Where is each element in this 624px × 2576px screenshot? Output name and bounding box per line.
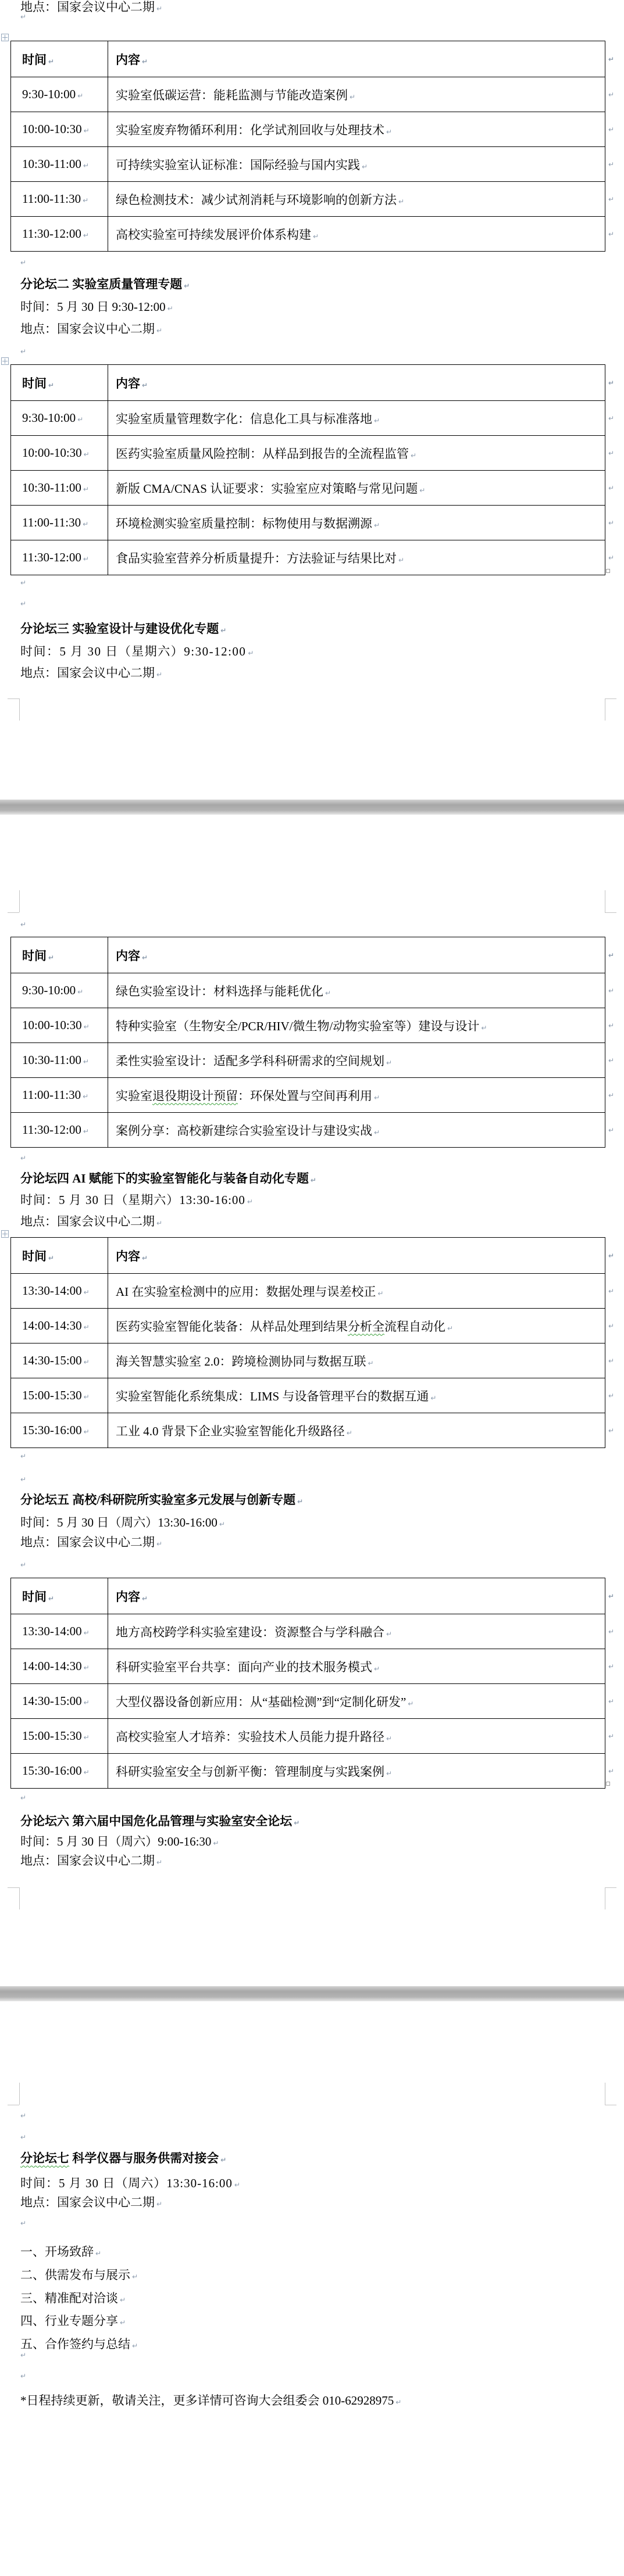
pilcrow-icon: ↵ [386, 1058, 393, 1067]
row-end-pilcrow-icon: ↵ [608, 1662, 615, 1671]
row-end-pilcrow-icon: ↵ [608, 1592, 615, 1600]
text-boundary-mark [8, 698, 19, 699]
schedule-table-forum2[interactable] [10, 364, 617, 575]
pilcrow-icon: ↵ [83, 1092, 89, 1101]
row-end-pilcrow-icon: ↵ [608, 378, 615, 387]
pilcrow-icon: ↵ [132, 2342, 138, 2351]
pilcrow-icon: ↵ [156, 1858, 163, 1866]
table-content-cell[interactable]: 食品实验室营养分析质量提升：方法验证与结果比对 ↵ [108, 540, 605, 575]
pilcrow-icon: ↵ [20, 13, 27, 21]
table-time-cell[interactable]: 9:30-10:00 ↵ [11, 77, 108, 112]
agenda-list-item[interactable]: 四、行业专题分享 ↵ [20, 2314, 126, 2328]
pilcrow-icon: ↵ [77, 92, 84, 100]
time-text: 时间：5 月 30 日（星期六）9:30-12:00 [20, 644, 247, 658]
pilcrow-icon: ↵ [48, 57, 55, 66]
text-boundary-mark [605, 1887, 616, 1888]
pilcrow-icon: ↵ [83, 450, 90, 458]
pilcrow-icon: ↵ [408, 1699, 414, 1708]
pilcrow-icon: ↵ [83, 485, 89, 493]
pilcrow-icon: ↵ [48, 1594, 55, 1603]
table-time-cell[interactable]: 10:30-11:00 ↵ [11, 147, 108, 182]
agenda-list-item[interactable]: 一、开场致辞 ↵ [20, 2245, 102, 2259]
pilcrow-icon: ↵ [156, 1219, 163, 1227]
row-end-pilcrow-icon: ↵ [608, 1732, 615, 1740]
row-end-pilcrow-icon: ↵ [608, 1091, 615, 1099]
table-content-cell[interactable]: 地方高校跨学科实验室建设：资源整合与学科融合 ↵ [108, 1614, 605, 1649]
pilcrow-icon: ↵ [20, 1452, 27, 1460]
pilcrow-icon: ↵ [83, 1699, 90, 1707]
table-time-cell[interactable]: 9:30-10:00 ↵ [11, 973, 108, 1008]
pilcrow-icon: ↵ [120, 2319, 126, 2327]
pilcrow-icon: ↵ [386, 1769, 393, 1778]
pilcrow-icon: ↵ [156, 671, 163, 679]
table-content-cell[interactable]: AI 在实验室检测中的应用：数据处理与误差校正 ↵ [108, 1274, 605, 1309]
row-end-pilcrow-icon: ↵ [608, 483, 615, 492]
table-header-content-cell[interactable]: 内容 ↵ [108, 1238, 605, 1274]
table-time-cell[interactable]: 10:30-11:00 ↵ [11, 1043, 108, 1078]
pilcrow-icon: ↵ [386, 127, 393, 136]
page-gap-separator [0, 800, 624, 815]
pilcrow-icon: ↵ [20, 920, 27, 929]
pilcrow-icon: ↵ [48, 381, 55, 389]
table-time-cell[interactable]: 11:30-12:00 ↵ [11, 540, 108, 575]
pilcrow-icon: ↵ [220, 626, 227, 635]
pilcrow-icon: ↵ [83, 1288, 90, 1296]
row-end-pilcrow-icon: ↵ [608, 1126, 615, 1134]
pilcrow-icon: ↵ [374, 1093, 380, 1102]
table-time-cell[interactable]: 14:00-14:30 ↵ [11, 1309, 108, 1343]
table-content-cell[interactable]: 高校实验室可持续发展评价体系构建 ↵ [108, 217, 605, 252]
pilcrow-icon: ↵ [48, 953, 55, 962]
pilcrow-icon: ↵ [294, 1819, 300, 1827]
pilcrow-icon: ↵ [83, 520, 89, 528]
table-resize-handle[interactable] [606, 569, 610, 573]
table-header-content-cell[interactable]: 内容 ↵ [108, 365, 605, 401]
row-end-pilcrow-icon: ↵ [608, 1767, 615, 1775]
pilcrow-icon: ↵ [350, 92, 356, 101]
pilcrow-icon: ↵ [481, 1023, 487, 1032]
pilcrow-icon: ↵ [20, 347, 27, 356]
table-content-cell[interactable]: 实验室质量管理数字化：信息化工具与标准落地 ↵ [108, 401, 605, 436]
pilcrow-icon: ↵ [142, 57, 148, 66]
pilcrow-icon: ↵ [83, 555, 89, 563]
row-end-pilcrow-icon: ↵ [608, 195, 615, 203]
place-text: 地点：国家会议中心二期 [20, 1854, 155, 1868]
row-end-pilcrow-icon: ↵ [608, 1391, 615, 1400]
heading-text: 分论坛七 科学仪器与服务供需对接会 [20, 2151, 219, 2165]
row-end-pilcrow-icon: ↵ [608, 518, 615, 527]
schedule-table-forum3[interactable] [10, 937, 617, 1148]
pilcrow-icon: ↵ [83, 1428, 90, 1436]
pilcrow-icon: ↵ [184, 282, 190, 290]
table-header-time-cell[interactable]: 时间 ↵ [11, 41, 108, 77]
forum3-time[interactable] [20, 643, 255, 661]
forum3-place[interactable] [20, 665, 162, 683]
pilcrow-icon: ↵ [142, 381, 148, 389]
forum4-heading[interactable] [20, 1170, 316, 1188]
forum5-place[interactable] [20, 1534, 162, 1552]
row-end-pilcrow-icon: ↵ [608, 90, 615, 99]
table-time-cell[interactable]: 11:30-12:00 ↵ [11, 217, 108, 252]
table-content-cell[interactable]: 大型仪器设备创新应用：从“基础检测”到“定制化研发” ↵ [108, 1684, 605, 1719]
table-time-cell[interactable]: 13:30-14:00 ↵ [11, 1274, 108, 1309]
row-end-pilcrow-icon: ↵ [608, 1287, 615, 1295]
forum7-time[interactable] [20, 2175, 241, 2193]
pilcrow-icon: ↵ [368, 1359, 374, 1367]
schedule-table-forum4[interactable] [10, 1237, 617, 1448]
pilcrow-icon: ↵ [398, 556, 405, 564]
pilcrow-icon: ↵ [411, 451, 417, 460]
table-content-cell[interactable]: 绿色实验室设计：材料选择与能耗优化 ↵ [108, 973, 605, 1008]
row-end-pilcrow-icon: ↵ [608, 1021, 615, 1030]
place-text: 地点：国家会议中心二期 [20, 666, 155, 680]
pilcrow-icon: ↵ [346, 1428, 352, 1437]
table-time-cell[interactable]: 11:30-12:00 ↵ [11, 1113, 108, 1148]
row-end-pilcrow-icon: ↵ [608, 55, 615, 63]
pilcrow-icon: ↵ [234, 2181, 241, 2189]
table-content-cell[interactable]: 案例分享：高校新建综合实验室设计与建设实战 ↵ [108, 1113, 605, 1148]
pilcrow-icon: ↵ [219, 1520, 225, 1528]
pilcrow-icon: ↵ [48, 1253, 55, 1262]
table-content-cell[interactable]: 可持续实验室认证标准：国际经验与国内实践 ↵ [108, 147, 605, 182]
row-end-pilcrow-icon: ↵ [608, 553, 615, 562]
heading-text: 分论坛二 实验室质量管理专题 [20, 277, 183, 291]
pilcrow-icon: ↵ [156, 1540, 163, 1548]
table-content-cell[interactable]: 特种实验室（生物安全/PCR/HIV/微生物/动物实验室等）建设与设计 ↵ [108, 1008, 605, 1043]
forum3-heading[interactable] [20, 621, 226, 639]
pilcrow-icon: ↵ [248, 649, 255, 657]
pilcrow-icon: ↵ [374, 1664, 380, 1673]
pilcrow-icon: ↵ [142, 1594, 148, 1603]
pilcrow-icon: ↵ [95, 2249, 102, 2258]
table-content-cell[interactable]: 医药实验室质量风险控制：从样品到报告的全流程监管 ↵ [108, 436, 605, 471]
table-content-cell[interactable]: 绿色检测技术：减少试剂消耗与环境影响的创新方法 ↵ [108, 182, 605, 217]
table-header-content-cell[interactable]: 内容 ↵ [108, 41, 605, 77]
pilcrow-icon: ↵ [83, 1629, 90, 1637]
text-boundary-mark [8, 912, 19, 913]
table-time-cell[interactable]: 10:00-10:30 ↵ [11, 1008, 108, 1043]
pilcrow-icon: ↵ [20, 2133, 27, 2141]
time-text: 时间：5 月 30 日（周六）13:30-16:00 [20, 1515, 217, 1529]
pilcrow-icon: ↵ [377, 1289, 384, 1298]
text-boundary-mark [8, 1887, 19, 1888]
pilcrow-icon: ↵ [83, 1393, 90, 1401]
pilcrow-icon: ↵ [83, 1358, 90, 1366]
pilcrow-icon: ↵ [362, 162, 368, 171]
table-header-time-cell[interactable]: 时间 ↵ [11, 365, 108, 401]
table-time-cell[interactable]: 11:00-11:30 ↵ [11, 1078, 108, 1113]
agenda-list-item[interactable]: 五、合作签约与总结 ↵ [20, 2337, 138, 2352]
table-header-time-cell[interactable]: 时间 ↵ [11, 937, 108, 973]
row-end-pilcrow-icon: ↵ [608, 160, 615, 169]
pilcrow-icon: ↵ [325, 988, 331, 997]
pilcrow-icon: ↵ [247, 1198, 254, 1206]
agenda-list-item[interactable]: 二、供需发布与展示 ↵ [20, 2267, 138, 2282]
forum7-heading[interactable] [20, 2150, 226, 2168]
heading-text: 分论坛六 第六届中国危化品管理与实验室安全论坛 [20, 1814, 293, 1828]
text-boundary-mark [19, 1887, 20, 1909]
forum6-time[interactable] [20, 1833, 219, 1851]
table-time-cell[interactable]: 14:30-15:00 ↵ [11, 1343, 108, 1378]
table-content-cell[interactable]: 实验室废弃物循环利用：化学试剂回收与处理技术 ↵ [108, 112, 605, 147]
pilcrow-icon: ↵ [419, 486, 426, 495]
schedule-table-forum5[interactable] [10, 1578, 617, 1789]
table-resize-handle[interactable] [606, 1782, 610, 1786]
table-time-cell[interactable]: 10:00-10:30 ↵ [11, 436, 108, 471]
pilcrow-icon: ↵ [132, 2272, 138, 2281]
row-end-pilcrow-icon: ↵ [608, 1251, 615, 1260]
table-time-cell[interactable]: 15:00-15:30 ↵ [11, 1719, 108, 1754]
table-time-cell[interactable]: 10:00-10:30 ↵ [11, 112, 108, 147]
table-time-cell[interactable]: 13:30-14:00 ↵ [11, 1614, 108, 1649]
pilcrow-icon: ↵ [374, 1128, 380, 1137]
table-content-cell[interactable]: 海关智慧实验室 2.0：跨境检测协同与数据互联 ↵ [108, 1343, 605, 1378]
pilcrow-icon: ↵ [374, 521, 380, 529]
table-move-handle-icon[interactable] [1, 1230, 9, 1238]
schedule-table-forum1[interactable] [10, 41, 617, 252]
pilcrow-icon: ↵ [83, 1023, 90, 1031]
table-header-content-cell[interactable]: 内容 ↵ [108, 937, 605, 973]
row-end-pilcrow-icon: ↵ [608, 1056, 615, 1065]
table-time-cell[interactable]: 11:00-11:30 ↵ [11, 182, 108, 217]
table-time-cell[interactable]: 15:00-15:30 ↵ [11, 1378, 108, 1413]
forum2-time[interactable] [20, 299, 173, 317]
pilcrow-icon: ↵ [398, 197, 405, 206]
table-content-cell[interactable]: 实验室退役期设计预留：环保处置与空间再利用 ↵ [108, 1078, 605, 1113]
forum4-place[interactable] [20, 1213, 162, 1231]
pilcrow-icon: ↵ [83, 1733, 90, 1742]
pilcrow-icon: ↵ [395, 2398, 402, 2406]
pilcrow-icon: ↵ [20, 2372, 27, 2380]
pilcrow-icon: ↵ [20, 259, 27, 267]
table-content-cell[interactable]: 科研实验室平台共享：面向产业的技术服务模式 ↵ [108, 1649, 605, 1684]
table-header-time-cell[interactable]: 时间 ↵ [11, 1578, 108, 1614]
time-text: 时间：5 月 30 日（周六）9:00-16:30 [20, 1835, 212, 1848]
row-end-pilcrow-icon: ↵ [608, 1426, 615, 1435]
table-content-cell[interactable]: 环境检测实验室质量控制：标物使用与数据溯源 ↵ [108, 506, 605, 540]
pilcrow-icon: ↵ [83, 162, 89, 170]
row-end-pilcrow-icon: ↵ [608, 449, 615, 457]
table-header-time-cell[interactable]: 时间 ↵ [11, 1238, 108, 1274]
pilcrow-icon: ↵ [83, 1664, 90, 1672]
heading-text: 分论坛四 AI 赋能下的实验室智能化与装备自动化专题 [20, 1171, 309, 1185]
table-time-cell[interactable]: 14:00-14:30 ↵ [11, 1649, 108, 1684]
forum7-place[interactable] [20, 2194, 162, 2212]
pilcrow-icon: ↵ [77, 988, 84, 996]
pilcrow-icon: ↵ [83, 1058, 89, 1066]
pilcrow-icon: ↵ [20, 1154, 27, 1162]
pilcrow-icon: ↵ [156, 5, 163, 13]
pilcrow-icon: ↵ [156, 2200, 163, 2208]
row-end-pilcrow-icon: ↵ [608, 986, 615, 995]
pilcrow-icon: ↵ [20, 600, 27, 608]
pilcrow-icon: ↵ [83, 1323, 90, 1331]
place-text: 地点：国家会议中心二期 [20, 322, 155, 336]
pilcrow-icon: ↵ [20, 2219, 27, 2227]
pilcrow-icon: ↵ [374, 416, 380, 425]
row-end-pilcrow-icon: ↵ [608, 951, 615, 959]
page-gap-separator [0, 1986, 624, 2001]
pilcrow-icon: ↵ [386, 1629, 393, 1638]
time-text: 时间：5 月 30 日 9:30-12:00 [20, 300, 166, 314]
forum2-heading[interactable] [20, 276, 190, 294]
table-content-cell[interactable]: 新版 CMA/CNAS 认证要求：实验室应对策略与常见问题 ↵ [108, 471, 605, 506]
place-text: 地点：国家会议中心二期 [20, 1214, 155, 1228]
table-content-cell[interactable]: 高校实验室人才培养：实验技术人员能力提升路径 ↵ [108, 1719, 605, 1754]
pilcrow-icon: ↵ [167, 304, 173, 313]
table-time-cell[interactable]: 9:30-10:00 ↵ [11, 401, 108, 436]
forum1-place-text: 地点：国家会议中心二期 [20, 0, 155, 14]
row-end-pilcrow-icon: ↵ [608, 1627, 615, 1636]
table-move-handle-icon[interactable] [1, 34, 9, 41]
text-boundary-mark [19, 890, 20, 912]
heading-text: 分论坛三 实验室设计与建设优化专题 [20, 622, 219, 636]
pilcrow-icon: ↵ [83, 1768, 90, 1776]
pilcrow-icon: ↵ [20, 2112, 27, 2120]
pilcrow-icon: ↵ [20, 1475, 27, 1484]
pilcrow-icon: ↵ [120, 2295, 126, 2304]
table-header-content-cell[interactable]: 内容 ↵ [108, 1578, 605, 1614]
pilcrow-icon: ↵ [83, 127, 90, 135]
footer-note[interactable] [20, 2392, 401, 2410]
table-time-cell[interactable]: 10:30-11:00 ↵ [11, 471, 108, 506]
pilcrow-icon: ↵ [213, 1839, 219, 1847]
paragraph-forum1-place[interactable] [20, 0, 162, 17]
pilcrow-icon: ↵ [313, 232, 319, 241]
pilcrow-icon: ↵ [386, 1734, 393, 1743]
forum5-time[interactable] [20, 1514, 225, 1532]
heading-text: 分论坛五 高校/科研院所实验室多元发展与创新专题 [20, 1493, 296, 1507]
row-end-pilcrow-icon: ↵ [608, 414, 615, 422]
table-time-cell[interactable]: 14:30-15:00 ↵ [11, 1684, 108, 1719]
time-text: 时间：5 月 30 日（星期六）13:30-16:00 [20, 1193, 245, 1207]
place-text: 地点：国家会议中心二期 [20, 2195, 155, 2209]
forum6-heading[interactable] [20, 1813, 299, 1831]
table-time-cell[interactable]: 15:30-16:00 ↵ [11, 1754, 108, 1789]
row-end-pilcrow-icon: ↵ [608, 125, 615, 134]
pilcrow-icon: ↵ [310, 1176, 316, 1184]
pilcrow-icon: ↵ [447, 1324, 454, 1332]
footer-note-text: *日程持续更新，敬请关注，更多详情可咨询大会组委会 010-62928975 [20, 2394, 394, 2407]
pilcrow-icon: ↵ [142, 1253, 148, 1262]
pilcrow-icon: ↵ [83, 1127, 89, 1135]
text-boundary-mark [605, 698, 616, 699]
pilcrow-icon: ↵ [20, 1561, 27, 1569]
pilcrow-icon: ↵ [77, 415, 84, 424]
forum2-place[interactable] [20, 321, 162, 339]
time-text: 时间：5 月 30 日（周六）13:30-16:00 [20, 2176, 233, 2190]
text-boundary-mark [19, 2083, 20, 2105]
table-content-cell[interactable]: 实验室智能化系统集成：LIMS 与设备管理平台的数据互通 ↵ [108, 1378, 605, 1413]
table-time-cell[interactable]: 15:30-16:00 ↵ [11, 1413, 108, 1448]
pilcrow-icon: ↵ [430, 1393, 437, 1402]
table-content-cell[interactable]: 工业 4.0 背景下企业实验室智能化升级路径 ↵ [108, 1413, 605, 1448]
pilcrow-icon: ↵ [156, 327, 163, 335]
table-time-cell[interactable]: 11:00-11:30 ↵ [11, 506, 108, 540]
forum5-heading[interactable] [20, 1492, 303, 1510]
row-end-pilcrow-icon: ↵ [608, 1697, 615, 1706]
pilcrow-icon: ↵ [20, 579, 27, 587]
forum6-place[interactable] [20, 1853, 162, 1871]
pilcrow-icon: ↵ [20, 1794, 27, 1802]
place-text: 地点：国家会议中心二期 [20, 1535, 155, 1549]
table-content-cell[interactable]: 科研实验室安全与创新平衡：管理制度与实践案例 ↵ [108, 1754, 605, 1789]
pilcrow-icon: ↵ [297, 1497, 304, 1506]
forum7-agenda-list[interactable] [20, 2241, 138, 2357]
pilcrow-icon: ↵ [20, 2351, 27, 2359]
table-content-cell[interactable]: 医药实验室智能化装备：从样品处理到结果分析全流程自动化 ↵ [108, 1309, 605, 1343]
text-boundary-mark [19, 698, 20, 721]
row-end-pilcrow-icon: ↵ [608, 1356, 615, 1365]
forum4-time[interactable] [20, 1192, 254, 1210]
table-content-cell[interactable]: 实验室低碳运营：能耗监测与节能改造案例 ↵ [108, 77, 605, 112]
pilcrow-icon: ↵ [220, 2156, 227, 2164]
pilcrow-icon: ↵ [83, 231, 89, 239]
row-end-pilcrow-icon: ↵ [608, 230, 615, 238]
row-end-pilcrow-icon: ↵ [608, 1321, 615, 1330]
table-content-cell[interactable]: 柔性实验室设计：适配多学科科研需求的空间规划 ↵ [108, 1043, 605, 1078]
pilcrow-icon: ↵ [142, 953, 148, 962]
table-move-handle-icon[interactable] [1, 357, 9, 365]
text-boundary-mark [605, 912, 616, 913]
agenda-list-item[interactable]: 三、精准配对洽谈 ↵ [20, 2291, 126, 2305]
pilcrow-icon: ↵ [83, 196, 89, 205]
